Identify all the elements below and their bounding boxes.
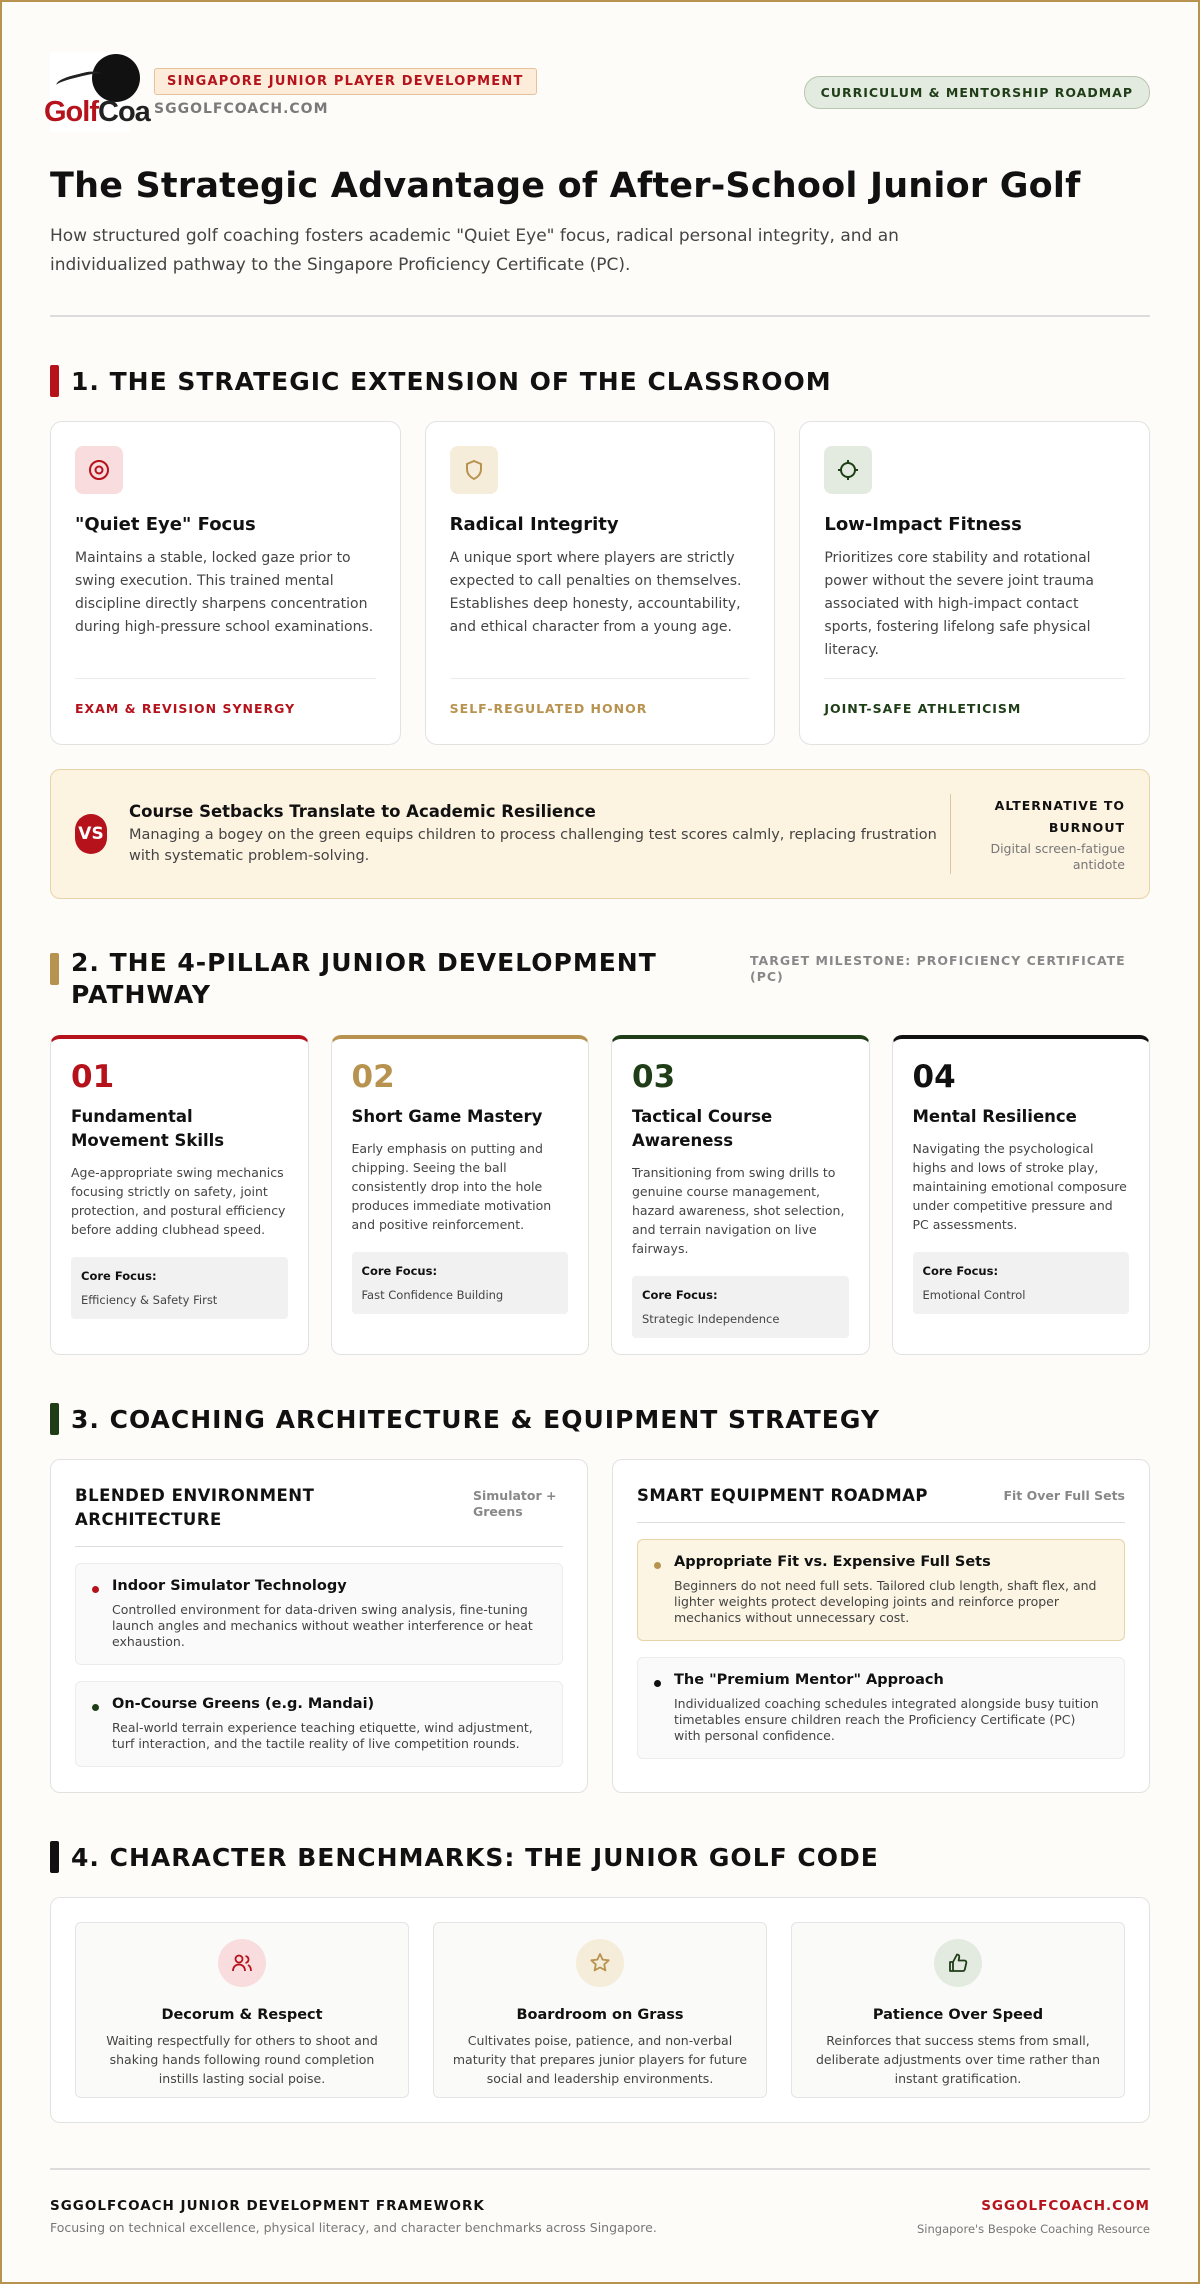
pillar-title: Fundamental Movement Skills <box>71 1107 225 1150</box>
card-footer: JOINT-SAFE ATHLETICISM <box>824 678 1125 716</box>
crosshair-icon <box>824 446 872 494</box>
benchmark-body: Reinforces that success stems from small, deliberate adjustments over time rather than instant gratification. <box>815 2033 1101 2086</box>
benchmark-body: Cultivates poise, patience, and non-verbal maturity that prepares junior players for future social and leadership environments. <box>452 2033 748 2086</box>
roadmap-badge: CURRICULUM & MENTORSHIP ROADMAP <box>804 76 1150 109</box>
core-focus: Core Focus: Emotional Control <box>913 1252 1130 1314</box>
vs-badge: VS <box>75 814 107 854</box>
pillar-number: 02 <box>351 1059 395 1095</box>
core-focus: Core Focus: Efficiency & Safety First <box>71 1257 288 1319</box>
section-title: 1. THE STRATEGIC EXTENSION OF THE CLASSROOM <box>71 366 832 396</box>
card-title: Radical Integrity <box>449 514 619 535</box>
section-bar <box>50 1403 59 1435</box>
section-1-heading <box>50 365 1150 397</box>
pillar-body: Navigating the psychological highs and lows of stroke play, maintaining emotional composure under competitive pressure and PC assessments. <box>912 1141 1127 1232</box>
bullet-icon <box>92 1704 99 1711</box>
logo-text: GolfCoa <box>44 96 150 128</box>
section-bar <box>50 1841 59 1873</box>
benchmark-body: Waiting respectfully for others to shoot and shaking hands following round completion instills lasting social poise. <box>106 2033 378 2086</box>
hero <box>50 166 1150 280</box>
benchmark-card <box>75 1922 409 2098</box>
users-icon <box>218 1939 266 1987</box>
benchmark-card <box>433 1922 767 2098</box>
section-bar <box>50 365 59 397</box>
panel-title: BLENDED ENVIRONMENT ARCHITECTURE <box>75 1486 315 1529</box>
footer <box>50 2168 1150 2236</box>
pillar-title: Mental Resilience <box>912 1107 1077 1126</box>
core-focus: Core Focus: Strategic Independence <box>632 1276 849 1338</box>
pillar-card <box>611 1035 870 1355</box>
card-body: Prioritizes core stability and rotational power without the severe joint trauma associated with high-impact contact sports, fostering lifelong safe physical literacy. <box>824 550 1094 658</box>
target-icon <box>75 446 123 494</box>
footer-subtitle: Focusing on technical excellence, physical literacy, and character benchmarks across Singapore. <box>50 2220 657 2235</box>
footer-tagline: Singapore's Bespoke Coaching Resource <box>917 2222 1150 2236</box>
target-milestone: TARGET MILESTONE: PROFICIENCY CERTIFICATE (PC) <box>750 953 1126 984</box>
benchmark-title: Boardroom on Grass <box>516 2007 684 2023</box>
pillar-number: 04 <box>912 1059 956 1095</box>
benchmark-panel <box>50 1897 1150 2123</box>
pillar-card <box>892 1035 1151 1355</box>
callout-side-title: ALTERNATIVE TO BURNOUT <box>994 798 1125 835</box>
benchmark-title: Patience Over Speed <box>872 2007 1044 2023</box>
section-bar <box>50 953 59 985</box>
site-domain: SGGOLFCOACH.COM <box>154 100 329 117</box>
pillar-title: Tactical Course Awareness <box>632 1107 773 1150</box>
shield-icon <box>450 446 498 494</box>
card-footer: EXAM & REVISION SYNERGY <box>75 678 376 716</box>
equipment-roadmap-panel <box>612 1459 1150 1793</box>
footer-site-link[interactable]: SGGOLFCOACH.COM <box>981 2198 1150 2214</box>
card-body: Maintains a stable, locked gaze prior to swing execution. This trained mental discipline directly sharpens concentration during high-pressure school examinations. <box>75 550 374 635</box>
benchmark-card <box>791 1922 1125 2098</box>
pillar-body: Early emphasis on putting and chipping. Seeing the ball consistently drop into the hole produces immediate motivation and positive reinforcement. <box>351 1141 552 1232</box>
card-body: A unique sport where players are strictly expected to call penalties on themselves. Establishes deep honesty, accountability, and ethical character from a young age. <box>449 550 742 635</box>
section-title: 4. CHARACTER BENCHMARKS: THE JUNIOR GOLF CODE <box>71 1842 879 1872</box>
pillar-body: Transitioning from swing drills to genuine course management, hazard awareness, shot selection, and terrain navigation on live fairways. <box>632 1165 845 1256</box>
bullet-icon <box>654 1680 661 1687</box>
benefit-card-quiet-eye <box>50 421 401 745</box>
pillar-number: 03 <box>632 1059 676 1095</box>
page-subtitle: How structured golf coaching fosters academic "Quiet Eye" focus, radical personal integrity, and an individualized pathway to the Singapore Proficiency Certificate (PC). <box>50 226 899 275</box>
list-item: Indoor Simulator Technology Controlled environment for data-driven swing analysis, fine-tuning launch angles and mechanics without weather interference or heat exhaustion. <box>75 1563 563 1665</box>
panel-side-label: Fit Over Full Sets <box>1003 1488 1125 1503</box>
card-title: "Quiet Eye" Focus <box>75 514 256 535</box>
card-title: Low-Impact Fitness <box>824 514 1022 535</box>
pillar-card <box>331 1035 590 1355</box>
callout-side <box>950 794 1125 874</box>
list-item: On-Course Greens (e.g. Mandai) Real-world terrain experience teaching etiquette, wind adjustment, turf interaction, and the tactile reality of live competition rounds. <box>75 1681 563 1767</box>
section-title: 2. THE 4-PILLAR JUNIOR DEVELOPMENT PATHWAY <box>71 948 657 1009</box>
callout-body: Managing a bogey on the green equips children to process challenging test scores calmly, replacing frustration with systematic problem-solving. <box>129 826 937 864</box>
section-2-heading <box>50 947 1150 1011</box>
core-focus: Core Focus: Fast Confidence Building <box>352 1252 569 1314</box>
benefit-cards <box>50 421 1150 745</box>
pillar-body: Age-appropriate swing mechanics focusing strictly on safety, joint protection, and postural efficiency before adding clubhead speed. <box>71 1165 286 1237</box>
footer-title: SGGOLFCOACH JUNIOR DEVELOPMENT FRAMEWORK <box>50 2198 485 2214</box>
list-item: The "Premium Mentor" Approach Individualized coaching schedules integrated alongside busy tuition timetables ensure children reach the Proficiency Certificate (PC) with personal confidence. <box>637 1657 1125 1759</box>
callout-side-text: Digital screen-fatigue antidote <box>990 841 1125 872</box>
resilience-callout <box>50 769 1150 899</box>
card-footer: SELF-REGULATED HONOR <box>450 678 751 716</box>
architecture-panels <box>50 1459 1150 1793</box>
section-title: 3. COACHING ARCHITECTURE & EQUIPMENT STRATEGY <box>71 1404 880 1434</box>
pillar-number: 01 <box>71 1059 115 1095</box>
pillar-cards <box>50 1035 1150 1355</box>
blended-environment-panel <box>50 1459 588 1793</box>
pillar-card <box>50 1035 309 1355</box>
brand <box>44 52 537 132</box>
logo[interactable] <box>44 52 150 132</box>
benefit-card-fitness <box>799 421 1150 745</box>
benchmark-title: Decorum & Respect <box>161 2007 323 2023</box>
callout-title: Course Setbacks Translate to Academic Resilience <box>129 801 596 821</box>
pillar-title: Short Game Mastery <box>351 1107 543 1126</box>
program-tag: SINGAPORE JUNIOR PLAYER DEVELOPMENT <box>154 68 537 95</box>
section-4-heading <box>50 1841 1150 1873</box>
panel-side-label: Simulator + Greens <box>473 1488 557 1519</box>
thumbs-up-icon <box>934 1939 982 1987</box>
bullet-icon <box>92 1586 99 1593</box>
header <box>44 2 1150 132</box>
bullet-icon <box>654 1562 661 1569</box>
list-item: Appropriate Fit vs. Expensive Full Sets Beginners do not need full sets. Tailored club length, shaft flex, and lighter weights protect developing joints and reinforce proper mechanics without unnecessary cost. <box>637 1539 1125 1641</box>
panel-title: SMART EQUIPMENT ROADMAP <box>637 1486 929 1505</box>
star-icon <box>576 1939 624 1987</box>
page-title: The Strategic Advantage of After-School Junior Golf <box>50 166 1081 206</box>
divider <box>50 315 1150 317</box>
section-3-heading <box>50 1403 1150 1435</box>
benefit-card-integrity <box>425 421 776 745</box>
